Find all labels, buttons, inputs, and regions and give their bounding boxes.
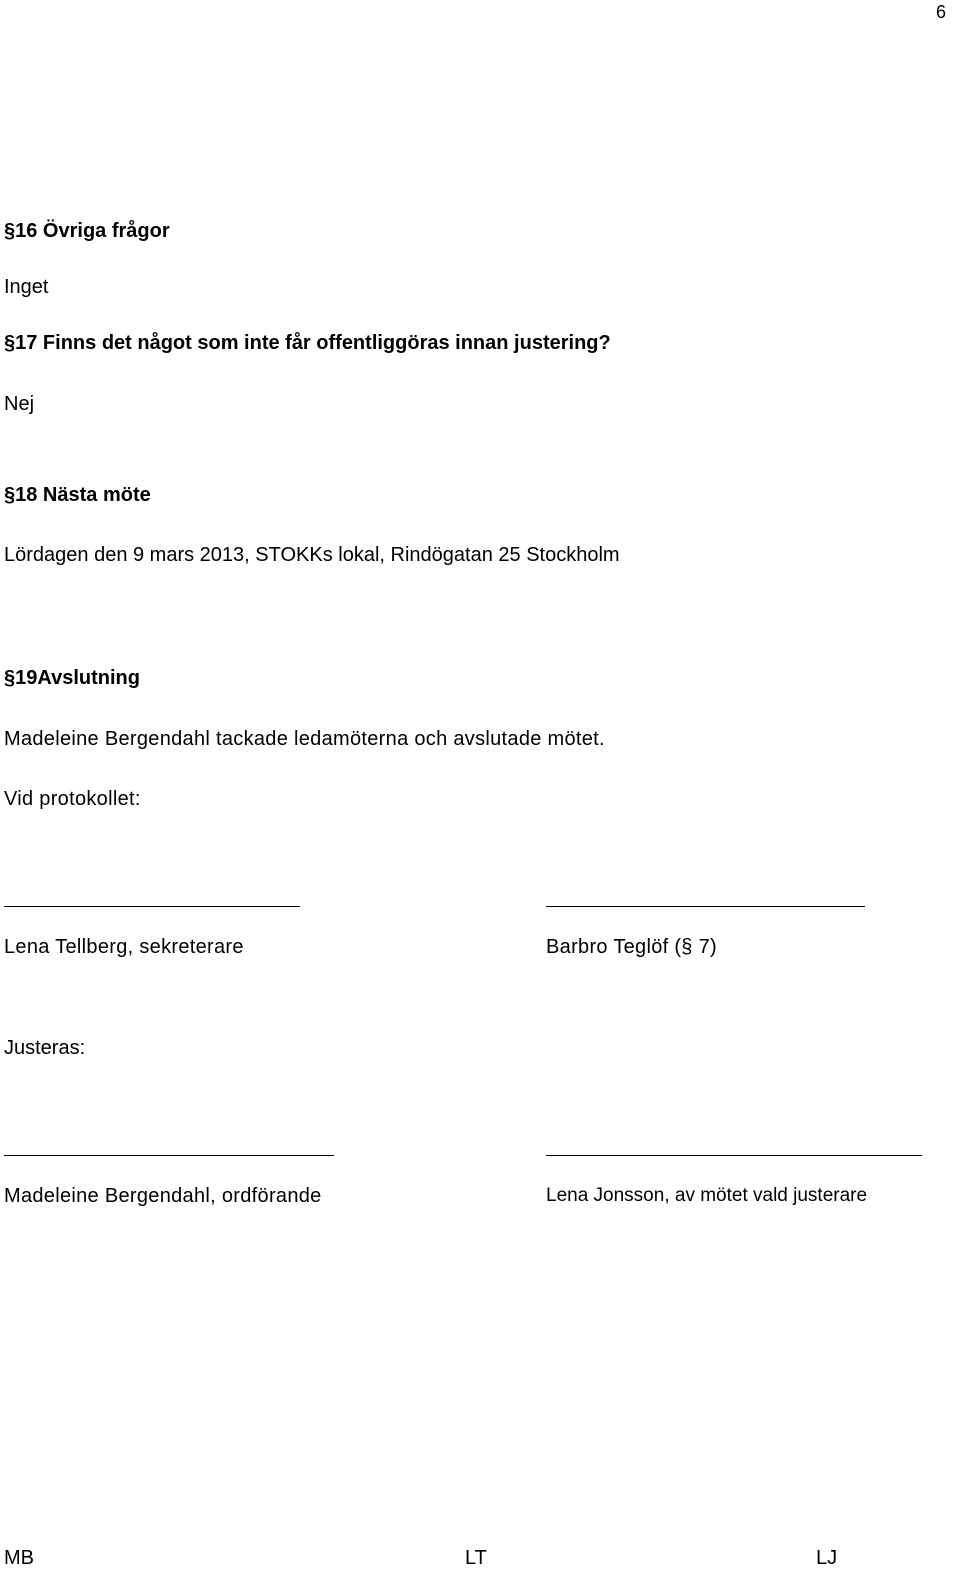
- signature-line-adjusted-left: [4, 1155, 334, 1156]
- signature-line-protocol-right: [546, 906, 865, 907]
- page-number: 6: [935, 2, 946, 22]
- footer-initials-center: LT: [465, 1547, 487, 1569]
- section-16-body: Inget: [4, 276, 49, 298]
- adjusted-label: Justeras:: [4, 1037, 86, 1059]
- section-18-heading: §18 Nästa möte: [4, 484, 151, 506]
- section-17-body: Nej: [4, 393, 35, 415]
- section-18-body: Lördagen den 9 mars 2013, STOKKs lokal, Rindögatan 25 Stockholm: [4, 544, 620, 566]
- section-19-body: Madeleine Bergendahl tackade ledamöterna och avslutade mötet.: [4, 728, 605, 750]
- section-19-heading: §19Avslutning: [4, 667, 140, 689]
- protocol-label: Vid protokollet:: [4, 788, 141, 810]
- signature-line-protocol-left: [4, 906, 300, 907]
- protocol-signer-right: Barbro Teglöf (§ 7): [546, 936, 717, 958]
- footer-initials-right: LJ: [816, 1547, 838, 1569]
- signature-line-adjusted-right: [546, 1155, 922, 1156]
- section-16-heading: §16 Övriga frågor: [4, 220, 170, 242]
- section-17-heading: §17 Finns det något som inte får offentliggöras innan justering?: [4, 332, 611, 354]
- footer-initials-left: MB: [4, 1547, 34, 1569]
- adjusted-signer-right: Lena Jonsson, av mötet vald justerare: [546, 1185, 868, 1206]
- protocol-signer-left: Lena Tellberg, sekreterare: [4, 936, 244, 958]
- adjusted-signer-left: Madeleine Bergendahl, ordförande: [4, 1185, 322, 1207]
